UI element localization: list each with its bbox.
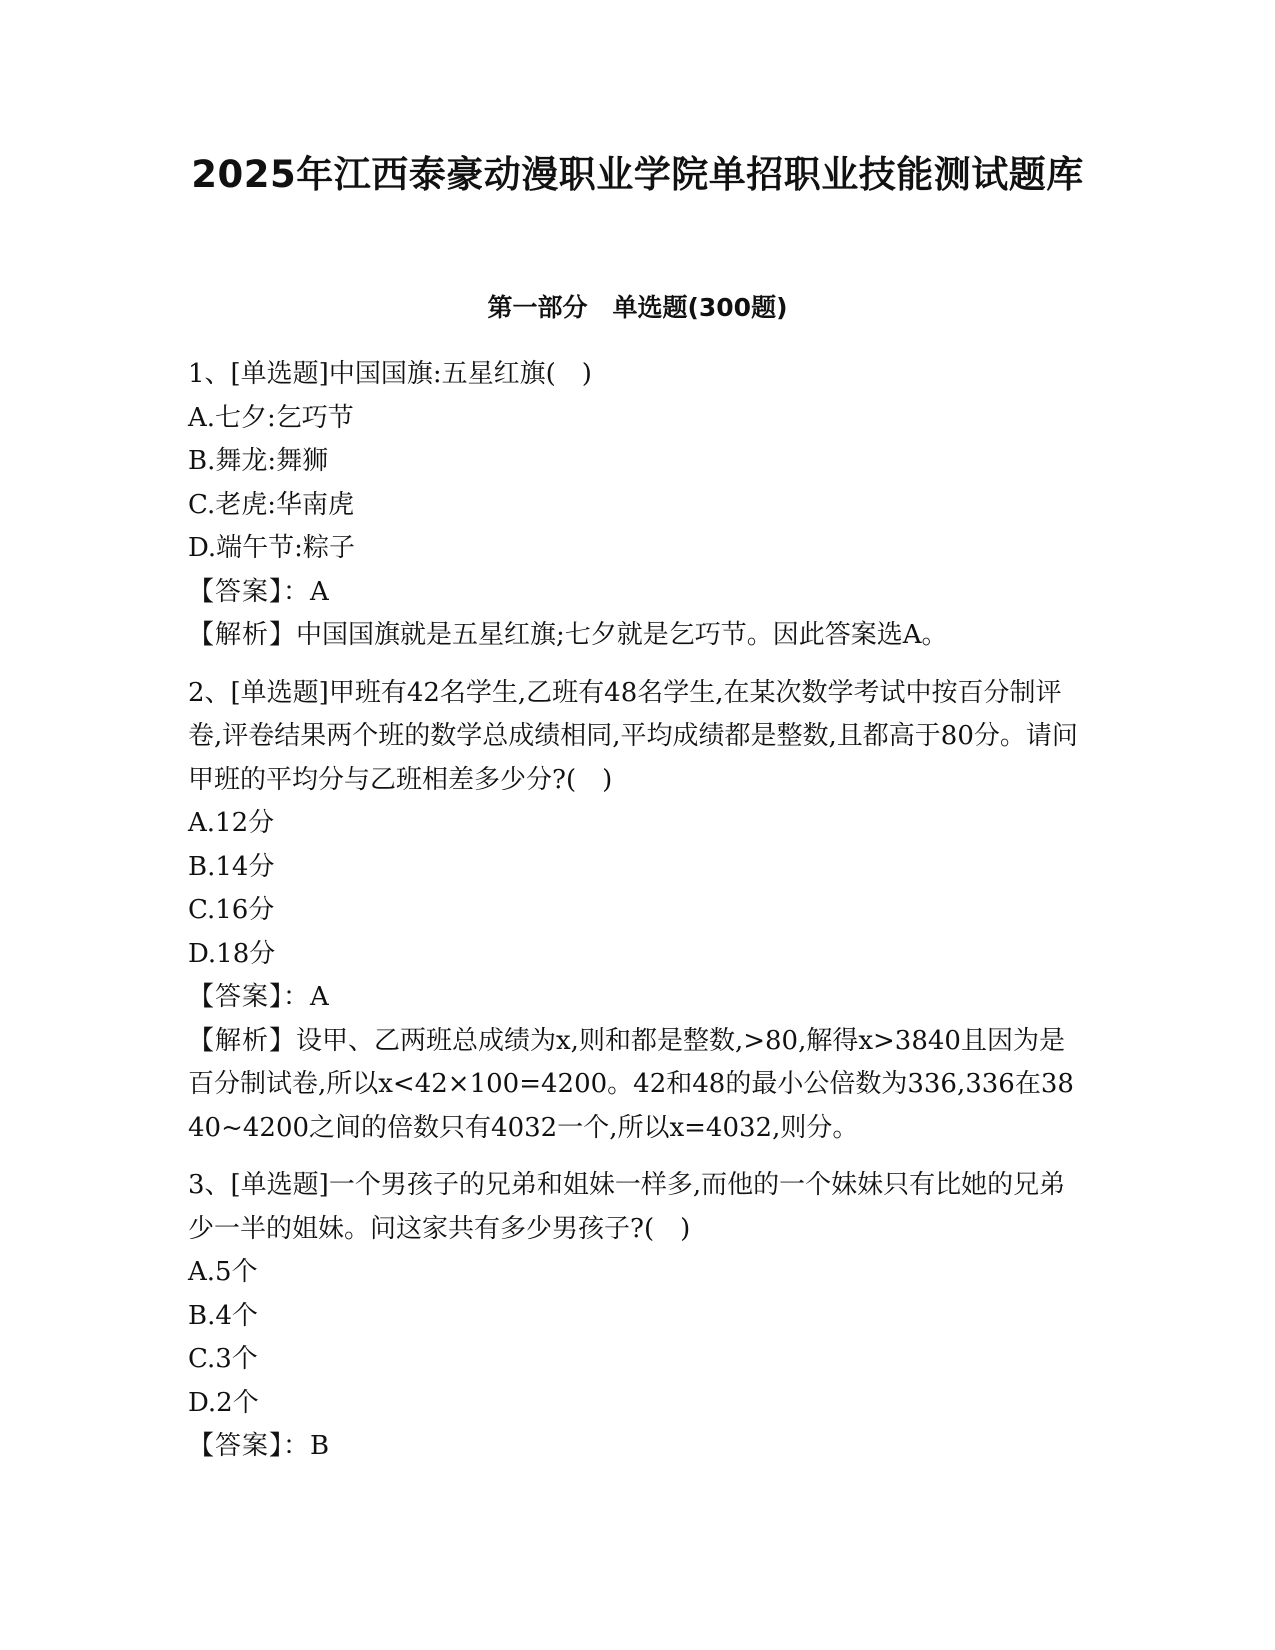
- section-title: 第一部分 单选题(300题): [487, 293, 788, 322]
- analysis-text: 设甲、乙两班总成绩为x,则和都是整数,>80,解得x>3840且因为是百分制试卷,所以x<42×100=4200。42和48的最小公倍数为336,336在3840~4200之间的倍数只有4032一个,所以x=4032,则分。: [188, 1025, 1074, 1143]
- option-b: B.4个: [188, 1300, 258, 1331]
- option-a: A.12分: [188, 808, 275, 838]
- analysis-label: 【解析】: [188, 1025, 297, 1056]
- question-stem: 3、[单选题]一个男孩子的兄弟和姐妹一样多,而他的一个妹妹只有比她的兄弟少一半的姐妹。问这家共有多少男孩子?( ): [188, 1170, 1066, 1244]
- option-a: A.5个: [188, 1257, 258, 1287]
- question-3: [188, 1164, 1088, 1469]
- option-d: D.2个: [188, 1387, 259, 1418]
- answer-line: [188, 1425, 1088, 1469]
- document-title: 2025年江西泰豪动漫职业学院单招职业技能测试题库: [191, 153, 1084, 196]
- option-c: C.3个: [188, 1344, 258, 1374]
- answer-label: 【答案】：: [188, 982, 311, 1012]
- answer-line: [188, 571, 1088, 615]
- analysis-line: [188, 614, 1088, 658]
- answer-value: A: [310, 982, 329, 1012]
- question-1: [188, 353, 1088, 658]
- answer-value: A: [310, 576, 329, 607]
- answer-line: [188, 976, 1088, 1020]
- question-stem: 1、[单选题]中国国旗:五星红旗( ): [188, 359, 592, 389]
- analysis-text: 中国国旗就是五星红旗;七夕就是乞巧节。因此答案选A。: [296, 620, 948, 650]
- option-c: C.老虎:华南虎: [188, 489, 354, 520]
- analysis-label: 【解析】: [188, 620, 297, 650]
- analysis-line: [188, 1020, 1088, 1151]
- option-a: A.七夕:乞巧节: [188, 402, 354, 433]
- question-list: [188, 353, 1088, 1483]
- option-b: B.14分: [188, 851, 275, 882]
- question-stem: 2、[单选题]甲班有42名学生,乙班有48名学生,在某次数学考试中按百分制评卷,评卷结果两个班的数学总成绩相同,平均成绩都是整数,且都高于80分。请问甲班的平均分与乙班相差多少分?( ): [188, 677, 1078, 795]
- option-d: D.端午节:粽子: [188, 533, 355, 563]
- option-d: D.18分: [188, 938, 276, 969]
- answer-label: 【答案】：: [188, 1431, 311, 1461]
- answer-label: 【答案】：: [188, 576, 311, 607]
- option-b: B.舞龙:舞狮: [188, 446, 329, 476]
- option-c: C.16分: [188, 895, 275, 925]
- answer-value: B: [310, 1431, 330, 1461]
- question-2: [188, 672, 1088, 1151]
